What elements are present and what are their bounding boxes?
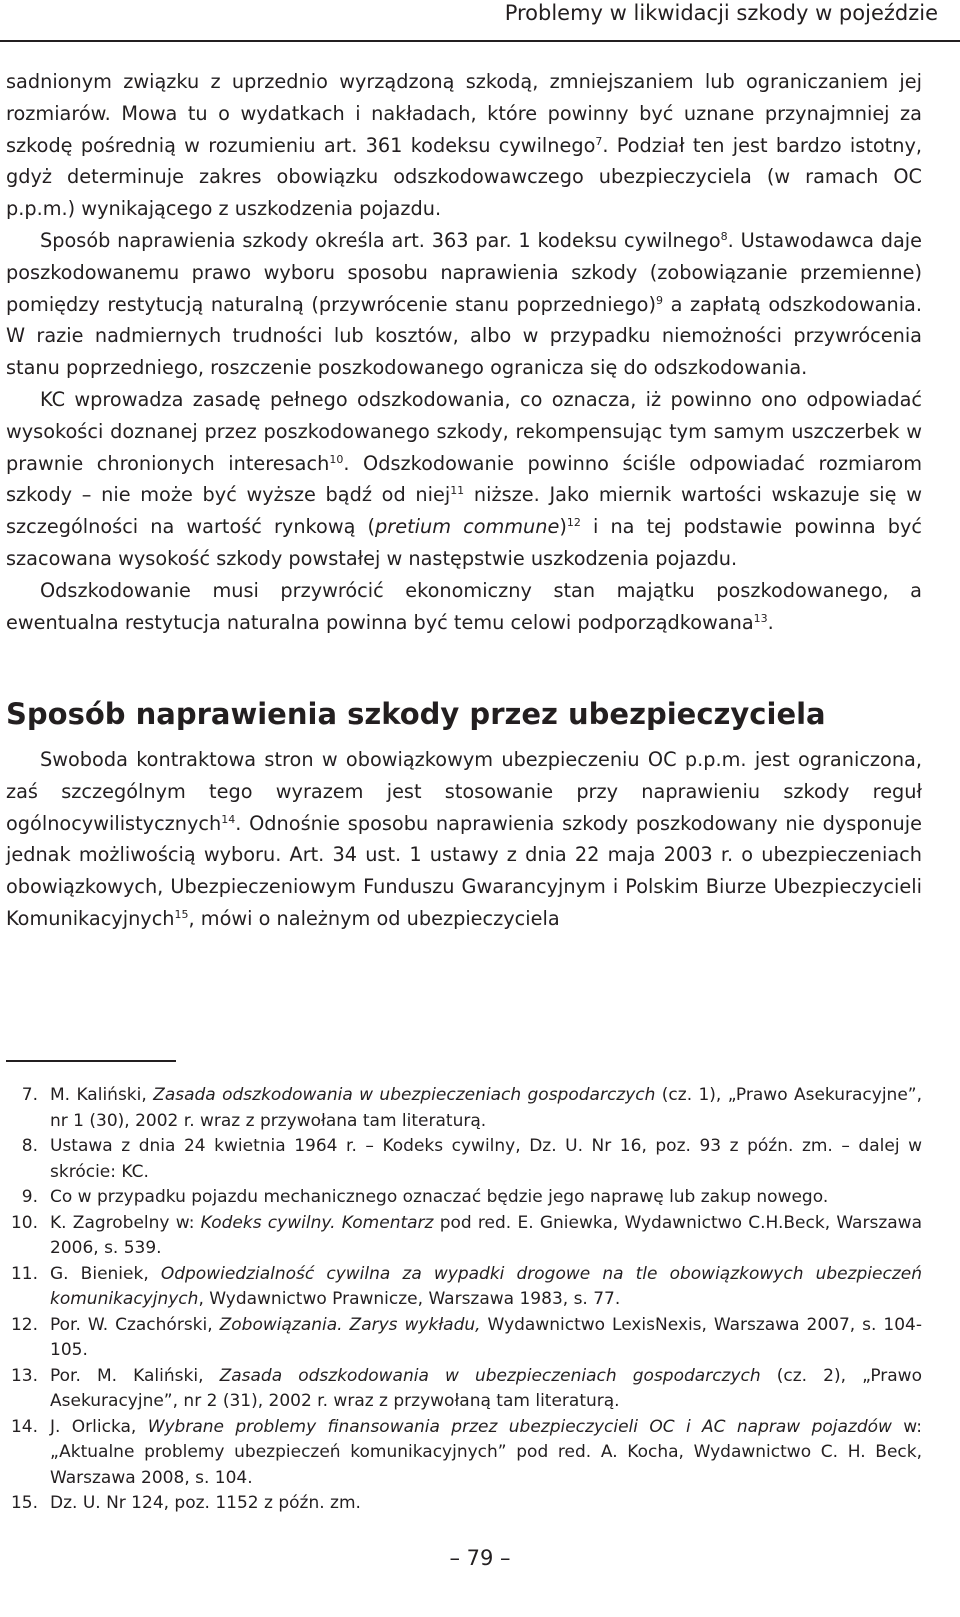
paragraph xyxy=(6,744,922,935)
text-run: a zapłatą odszkodowania. W razie nadmiernych trudności lub kosztów, albo w przypadku niemożności przywrócenia stanu poprzedniego, roszczenie poszkodowanego ogranicza się do odszkodowania. xyxy=(6,292,922,380)
footnote-number: 11. xyxy=(10,1263,38,1284)
footnote xyxy=(6,1134,922,1185)
paragraph xyxy=(6,225,922,384)
text-run: Por. W. Czachórski, xyxy=(50,1314,220,1335)
text-run: i na tej podstawie powinna być szacowana wysokość szkody powstałej w następstwie uszkodzenia pojazdu. xyxy=(6,515,922,570)
text-run: (cz. 1), „Prawo Asekuracyjne”, nr 1 (30), 2002 r. wraz z przywołana tam literaturą. xyxy=(50,1085,922,1131)
text-run: . Odszkodowanie powinno ściśle odpowiadać rozmiarom szkody – nie może być wyższe bądź od niej xyxy=(6,451,922,507)
text-run: . Odnośnie sposobu naprawienia szkody poszkodowany nie dysponuje jednak możliwością wyboru. Art. 34 ust. 1 ustawy z dnia 22 maja 2003 r. o ubezpieczeniach obowiązkowych, Ubezpieczeniowym Funduszu Gwarancyjnym i Polskim Biurze Ubezpieczycieli Komunikacyjnych xyxy=(6,811,922,930)
text-run: K. Zagrobelny w: xyxy=(50,1212,201,1233)
text-run: , mówi o należnym od ubezpieczyciela xyxy=(188,906,560,930)
footnote xyxy=(6,1491,922,1517)
italic-text: pretium commune xyxy=(375,515,560,539)
running-header: Problemy w likwidacji szkody w pojeździe xyxy=(504,1,938,25)
text-run: . xyxy=(767,610,774,634)
text-run: pod red. E. Gniewka, Wydawnictwo C.H.Beck, Warszawa 2006, s. 539. xyxy=(50,1212,922,1258)
paragraph xyxy=(6,384,922,575)
paragraph xyxy=(6,575,922,639)
footnote xyxy=(6,1211,922,1262)
footnote-number: 12. xyxy=(10,1314,38,1335)
footnote-ref: 14 xyxy=(221,812,236,826)
text-run: Wydawnictwo LexisNexis, Warszawa 2007, s. 104-105. xyxy=(50,1314,922,1360)
section-text xyxy=(6,744,922,935)
footnotes xyxy=(6,1083,922,1517)
footnote-ref: 10 xyxy=(329,452,344,466)
italic-text: Zasada odszkodowania w ubezpieczeniach gospodarczych xyxy=(153,1085,656,1105)
footnote-number: 9. xyxy=(21,1187,38,1207)
footnote-rule xyxy=(6,1060,176,1062)
footnote-ref: 9 xyxy=(656,293,664,307)
text-run: Ustawa z dnia 24 kwietnia 1964 r. – Kodeks cywilny, Dz. U. Nr 16, poz. 93 z późn. zm. – dalej w skrócie: KC. xyxy=(50,1136,922,1182)
paragraph xyxy=(6,66,922,225)
text-run: M. Kaliński, xyxy=(50,1085,154,1105)
text-run: niższe. Jako miernik wartości wskazuje się w szczególności na wartość rynkową ( xyxy=(6,483,922,539)
footnote-ref: 15 xyxy=(174,907,189,921)
text-run: Co w przypadku pojazdu mechanicznego oznaczać będzie jego naprawę lub zakup nowego. xyxy=(50,1187,829,1207)
text-run: . Podział ten jest bardzo istotny, gdyż determinuje zakres obowiązku odszkodowawczego ubezpieczyciela (w ramach OC p.p.m.) wynikającego z uszkodzenia pojazdu. xyxy=(6,133,922,221)
footnote xyxy=(6,1262,922,1313)
text-run: (cz. 2), „Prawo Asekuracyjne”, nr 2 (31), 2002 r. wraz z przywołaną tam literaturą. xyxy=(50,1365,922,1411)
footnote-ref: 8 xyxy=(720,229,728,243)
footnote-number: 14. xyxy=(10,1416,38,1437)
footnote-ref: 11 xyxy=(450,484,465,498)
text-run: J. Orlicka, xyxy=(50,1416,148,1437)
footnote xyxy=(6,1364,922,1415)
footnote-ref: 13 xyxy=(753,611,768,625)
footnote xyxy=(6,1313,922,1364)
text-run: . Ustawodawca daje poszkodowanemu prawo wyboru sposobu naprawienia szkody (zobowiązanie przemienne) pomiędzy restytucją naturalną (przywrócenie stanu poprzedniego) xyxy=(6,228,922,316)
text-run: sadnionym związku z uprzednio wyrządzoną szkodą, zmniejszaniem lub ograniczaniem jej rozmiarów. Mowa tu o wydatkach i nakładach, które powinny być uznane przynajmniej za szkodę pośrednią w rozumieniu art. 361 kodeksu cywilnego xyxy=(6,70,922,157)
text-run: Odszkodowanie musi przywrócić ekonomiczny stan majątku poszkodowanego, a ewentualna restytucja naturalna powinna być temu celowi podporządkowana xyxy=(6,578,922,634)
page-number: – 79 – xyxy=(449,1546,511,1570)
italic-text: Zasada odszkodowania w ubezpieczeniach gospodarczych xyxy=(219,1365,761,1386)
italic-text: Odpowiedzialność cywilna za wypadki drogowe na tle obowiązkowych ubezpieczeń komunikacyjnych xyxy=(50,1263,922,1309)
text-run: Swoboda kontraktowa stron w obowiązkowym ubezpieczeniu OC p.p.m. jest ograniczona, zaś szczególnym tego wyrazem jest stosowanie przy naprawieniu szkody reguł ogólnocywilistycznych xyxy=(6,748,922,835)
section-heading: Sposób naprawienia szkody przez ubezpieczyciela xyxy=(6,697,826,731)
footnote xyxy=(6,1415,922,1492)
footnote-number: 7. xyxy=(21,1085,38,1105)
italic-text: Kodeks cywilny. Komentarz xyxy=(200,1212,434,1233)
italic-text: Wybrane problemy finansowania przez ubezpieczycieli OC i AC napraw pojazdów xyxy=(147,1416,892,1437)
body-text xyxy=(6,66,922,638)
text-run: , Wydawnictwo Prawnicze, Warszawa 1983, s. 77. xyxy=(198,1289,621,1309)
text-run: Dz. U. Nr 124, poz. 1152 z późn. zm. xyxy=(50,1493,361,1513)
header-rule xyxy=(0,40,960,42)
footnote-number: 13. xyxy=(10,1365,38,1386)
footnote-ref: 7 xyxy=(595,134,603,148)
footnote xyxy=(6,1083,922,1134)
text-run: Sposób naprawienia szkody określa art. 363 par. 1 kodeksu cywilnego xyxy=(40,228,721,252)
text-run: Por. M. Kaliński, xyxy=(50,1365,220,1386)
text-run: G. Bieniek, xyxy=(50,1263,161,1284)
italic-text: Zobowiązania. Zarys wykładu, xyxy=(219,1314,481,1335)
text-run: w: „Aktualne problemy ubezpieczeń komunikacyjnych” pod red. A. Kocha, Wydawnictwo C. H. Beck, Warszawa 2008, s. 104. xyxy=(50,1416,922,1488)
text-run: KC wprowadza zasadę pełnego odszkodowania, co oznacza, iż powinno ono odpowiadać wysokości doznanej przez poszkodowanego szkody, rekompensując tym samym uszczerbek w prawnie chronionych interesach xyxy=(6,387,922,475)
footnote-ref: 12 xyxy=(566,516,581,530)
text-run: ) xyxy=(559,515,567,539)
footnote-number: 15. xyxy=(10,1493,38,1513)
footnote-number: 8. xyxy=(21,1136,38,1156)
footnote xyxy=(6,1185,922,1211)
footnote-number: 10. xyxy=(10,1212,38,1233)
